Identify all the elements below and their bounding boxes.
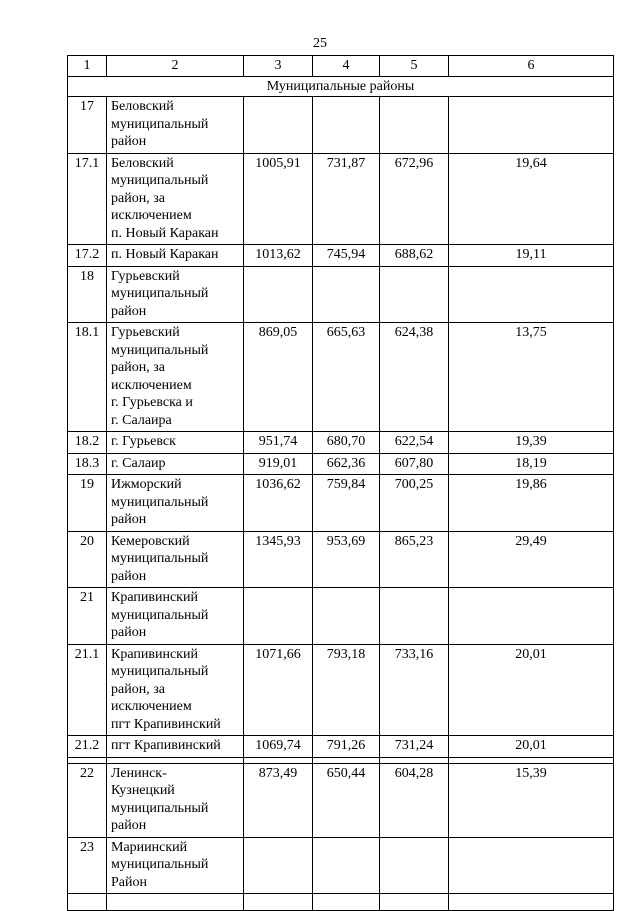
table-row [68,837,614,894]
blank-cell [68,894,107,911]
value-c5: 865,23 [380,531,449,588]
value-c3: 1036,62 [244,475,313,532]
value-c3: 1013,62 [244,245,313,267]
value-c4: 759,84 [313,475,380,532]
section-row [68,77,614,97]
section-title: Муниципальные районы [68,77,614,97]
table-row [68,475,614,532]
value-c5: 733,16 [380,644,449,736]
municipality-name: Ленинск- Кузнецкий муниципальный район [107,763,244,837]
value-c3: 1069,74 [244,736,313,758]
value-c4: 680,70 [313,432,380,454]
value-c5 [380,837,449,894]
value-c6: 19,39 [449,432,614,454]
value-c4: 953,69 [313,531,380,588]
blank-cell [449,894,614,911]
table-row [68,736,614,758]
value-c3 [244,266,313,323]
table-row-blank [68,894,614,911]
table-row [68,763,614,837]
value-c6 [449,97,614,154]
value-c4: 731,87 [313,153,380,245]
row-number: 21.1 [68,644,107,736]
value-c5 [380,97,449,154]
municipality-name: Мариинский муниципальный Район [107,837,244,894]
value-c3: 951,74 [244,432,313,454]
column-number: 4 [313,56,380,77]
value-c5 [380,266,449,323]
row-number: 17 [68,97,107,154]
value-c6: 15,39 [449,763,614,837]
value-c5: 672,96 [380,153,449,245]
value-c5: 731,24 [380,736,449,758]
row-number: 18.2 [68,432,107,454]
value-c5: 688,62 [380,245,449,267]
value-c5: 624,38 [380,323,449,432]
municipality-name: Кемеровский муниципальный район [107,531,244,588]
table-row [68,453,614,475]
row-number: 18.3 [68,453,107,475]
row-number: 21.2 [68,736,107,758]
value-c4: 791,26 [313,736,380,758]
value-c5: 607,80 [380,453,449,475]
value-c5: 700,25 [380,475,449,532]
value-c5 [380,588,449,645]
value-c3 [244,588,313,645]
column-number: 5 [380,56,449,77]
value-c3: 1345,93 [244,531,313,588]
column-number: 6 [449,56,614,77]
value-c6: 19,11 [449,245,614,267]
blank-cell [107,894,244,911]
value-c5: 622,54 [380,432,449,454]
tariff-table [67,55,614,911]
value-c6: 18,19 [449,453,614,475]
column-number: 2 [107,56,244,77]
row-number: 18 [68,266,107,323]
table-row [68,531,614,588]
municipality-name: п. Новый Каракан [107,245,244,267]
table-row [68,245,614,267]
table-row [68,323,614,432]
table-row [68,432,614,454]
municipality-name: Гурьевский муниципальный район, за исключением г. Гурьевска и г. Салаира [107,323,244,432]
row-number: 17.2 [68,245,107,267]
row-number: 20 [68,531,107,588]
municipality-name: г. Гурьевск [107,432,244,454]
table-row [68,644,614,736]
table-row [68,97,614,154]
blank-cell [244,894,313,911]
value-c4: 665,63 [313,323,380,432]
value-c4: 662,36 [313,453,380,475]
value-c6: 20,01 [449,736,614,758]
value-c4 [313,588,380,645]
value-c6: 20,01 [449,644,614,736]
value-c5: 604,28 [380,763,449,837]
value-c3: 869,05 [244,323,313,432]
row-number: 17.1 [68,153,107,245]
value-c4: 745,94 [313,245,380,267]
table-row [68,588,614,645]
municipality-name: Крапивинский муниципальный район, за исключением пгт Крапивинский [107,644,244,736]
row-number: 23 [68,837,107,894]
municipality-name: г. Салаир [107,453,244,475]
value-c6: 19,64 [449,153,614,245]
value-c6 [449,588,614,645]
value-c3 [244,97,313,154]
value-c4 [313,266,380,323]
value-c6: 29,49 [449,531,614,588]
value-c4: 650,44 [313,763,380,837]
value-c6 [449,266,614,323]
value-c6: 13,75 [449,323,614,432]
value-c3: 1071,66 [244,644,313,736]
row-number: 22 [68,763,107,837]
row-number: 21 [68,588,107,645]
municipality-name: Крапивинский муниципальный район [107,588,244,645]
table-row [68,266,614,323]
value-c4 [313,837,380,894]
value-c4: 793,18 [313,644,380,736]
municipality-name: Гурьевский муниципальный район [107,266,244,323]
column-number: 1 [68,56,107,77]
value-c3 [244,837,313,894]
blank-cell [380,894,449,911]
row-number: 19 [68,475,107,532]
municipality-name: Беловский муниципальный район [107,97,244,154]
blank-cell [313,894,380,911]
value-c3: 873,49 [244,763,313,837]
municipality-name: Беловский муниципальный район, за исключением п. Новый Каракан [107,153,244,245]
value-c6 [449,837,614,894]
value-c6: 19,86 [449,475,614,532]
column-number: 3 [244,56,313,77]
municipality-name: пгт Крапивинский [107,736,244,758]
municipality-name: Ижморский муниципальный район [107,475,244,532]
column-number-row [68,56,614,77]
row-number: 18.1 [68,323,107,432]
value-c3: 919,01 [244,453,313,475]
value-c3: 1005,91 [244,153,313,245]
table-row [68,153,614,245]
page-number: 25 [313,36,327,51]
value-c4 [313,97,380,154]
